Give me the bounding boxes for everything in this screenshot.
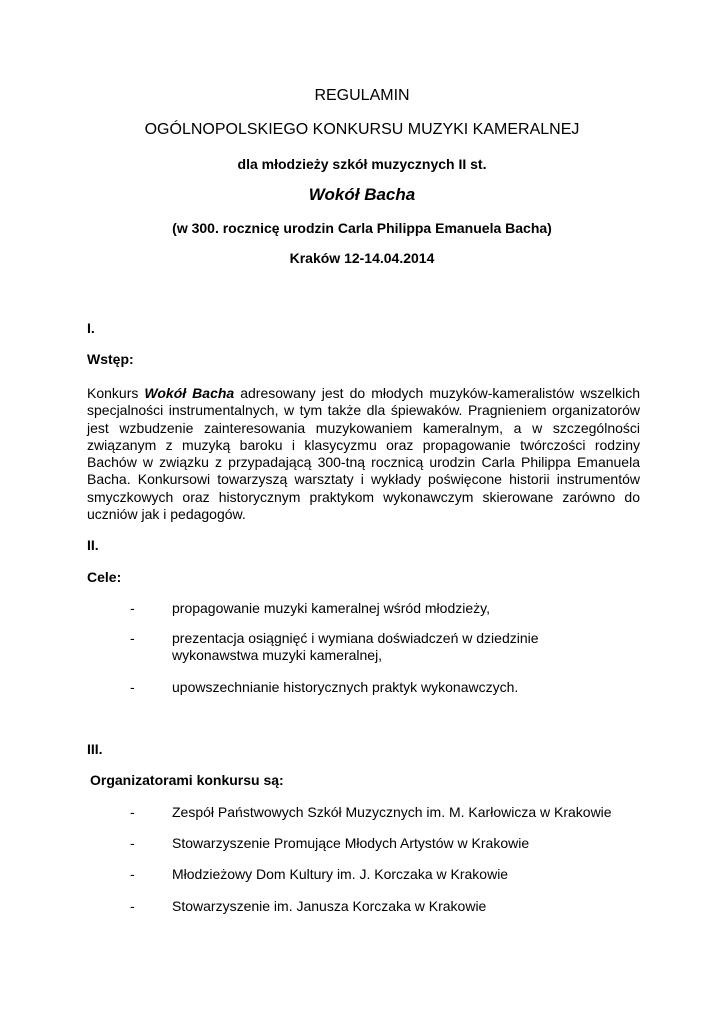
organizer-item-1: Zespół Państwowych Szkół Muzycznych im. M. Karłowicza w Krakowie xyxy=(172,804,612,820)
intro-rest: adresowany jest do młodych muzyków-kameralistów wszelkich specjalności instrumentalnych, w tym także dla śpiewaków. Pragnieniem organizatorów jest wzbudzenie zainteresowania muzykowaniem kameralnym, a w szczególności związanym z muzyką baroku i klasycyzmu oraz propagowanie twórczości rodziny Bachów w związku z przypadającą 300-tną rocznicą urodzin Carla Philippa Emanuela Bacha. Konkursowi towarzyszą warsztaty i wykłady poświęcone historii instrumentów smyczkowych oraz historycznym praktykom wykonawczym skierowane zarówno do uczniów jak i pedagogów. xyxy=(87,385,640,523)
list-bullet: - xyxy=(130,804,135,820)
document-title: REGULAMIN xyxy=(314,87,410,104)
section-2-numeral: II. xyxy=(87,537,99,553)
section-3-numeral: III. xyxy=(87,741,103,757)
list-bullet: - xyxy=(130,600,135,616)
goal-item-2: prezentacja osiągnięć i wymiana doświadczeń w dziedzinie xyxy=(172,630,539,646)
goal-item-3: upowszechnianie historycznych praktyk wykonawczych. xyxy=(172,679,519,695)
section-1-heading: Wstęp: xyxy=(87,351,134,367)
organizer-item-4: Stowarzyszenie im. Janusza Korczaka w Krakowie xyxy=(172,898,487,914)
organizer-item-3: Młodzieżowy Dom Kultury im. J. Korczaka w Krakowie xyxy=(172,866,509,882)
competition-subtitle: Wokół Bacha xyxy=(308,185,416,204)
section-1-numeral: I. xyxy=(87,320,95,336)
list-bullet: - xyxy=(130,866,135,882)
list-bullet: - xyxy=(130,630,135,646)
section-2-heading: Cele: xyxy=(87,569,122,585)
goal-item-2-continued: wykonawstwa muzyki kameralnej, xyxy=(172,647,383,663)
place-date: Kraków 12-14.04.2014 xyxy=(289,250,435,266)
goal-item-1: propagowanie muzyki kameralnej wśród młodzieży, xyxy=(172,600,490,616)
audience-line: dla młodzieży szkół muzycznych II st. xyxy=(237,156,487,172)
intro-start: Konkurs xyxy=(87,385,145,401)
occasion-line: (w 300. rocznicę urodzin Carla Philippa Emanuela Bacha) xyxy=(172,220,552,236)
list-bullet: - xyxy=(130,835,135,851)
organizer-item-2: Stowarzyszenie Promujące Młodych Artystów w Krakowie xyxy=(172,835,530,851)
section-3-heading: Organizatorami konkursu są: xyxy=(90,772,284,788)
intro-competition-name: Wokół Bacha xyxy=(144,385,235,401)
intro-paragraph xyxy=(87,385,640,523)
list-bullet: - xyxy=(130,679,135,695)
list-bullet: - xyxy=(130,898,135,914)
competition-name: OGÓLNOPOLSKIEGO KONKURSU MUZYKI KAMERALNEJ xyxy=(144,121,580,138)
